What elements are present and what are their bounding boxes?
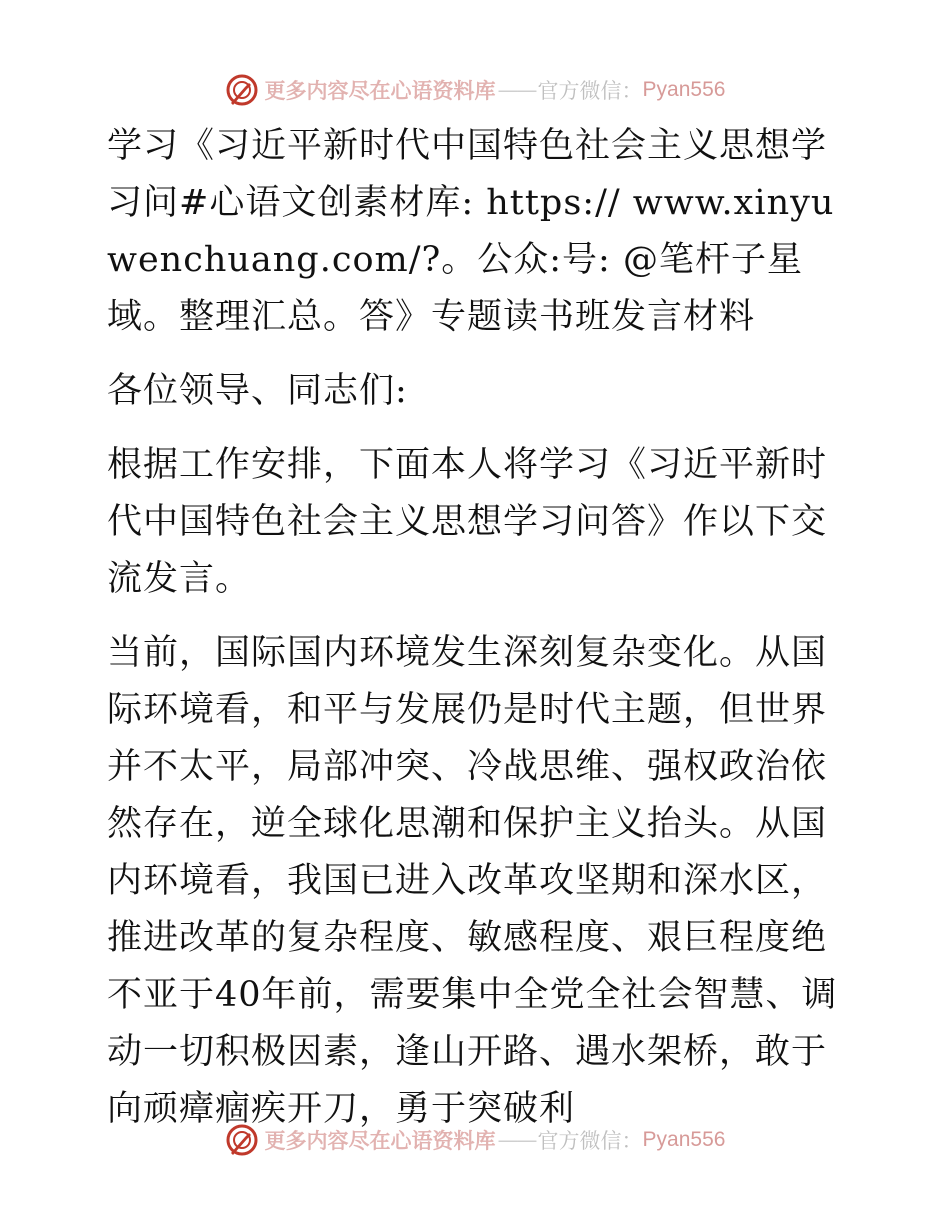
watermark-wechat-label: 官方微信： — [537, 79, 643, 103]
watermark-wechat-id: Pyan556 — [642, 1128, 726, 1151]
watermark-main-text: 更多内容尽在心语资料库 — [264, 1129, 496, 1153]
header-watermark — [0, 70, 950, 110]
document-title: 学习《习近平新时代中国特色社会主义思想学习问#心语文创素材库: https:// www.xinyuwenchuang.com/?。公众:号: @笔杆子星域。整理汇总。答》专题读书班发言材料 — [107, 126, 835, 337]
watermark-main-text: 更多内容尽在心语资料库 — [264, 79, 496, 103]
watermark-wechat-label: 官方微信： — [537, 1129, 643, 1153]
watermark-dash: —— — [497, 1128, 536, 1152]
paragraph-2: 当前，国际国内环境发生深刻复杂变化。从国际环境看，和平与发展仍是时代主题，但世界并不太平，局部冲突、冷战思维、强权政治依然存在，逆全球化思潮和保护主义抬头。从国内环境看，我国已进入改革攻坚期和深水区，推进改革的复杂程度、敏感程度、艰巨程度绝不亚于40年前，需要集中全党全社会智慧、调动一切积极因素，逢山开路、遇水架桥，敢于向顽瘴痼疾开刀，勇于突破利 — [107, 633, 838, 1129]
document-body — [98, 118, 858, 1138]
footer-watermark — [0, 1120, 950, 1160]
pen-logo-icon — [225, 73, 259, 107]
watermark-dash: —— — [497, 78, 536, 102]
salutation: 各位领导、同志们: — [107, 371, 408, 411]
paragraph-1: 根据工作安排，下面本人将学习《习近平新时代中国特色社会主义思想学习问答》作以下交流发言。 — [107, 445, 828, 599]
pen-logo-icon — [225, 1123, 259, 1157]
watermark-wechat-id: Pyan556 — [642, 78, 726, 101]
